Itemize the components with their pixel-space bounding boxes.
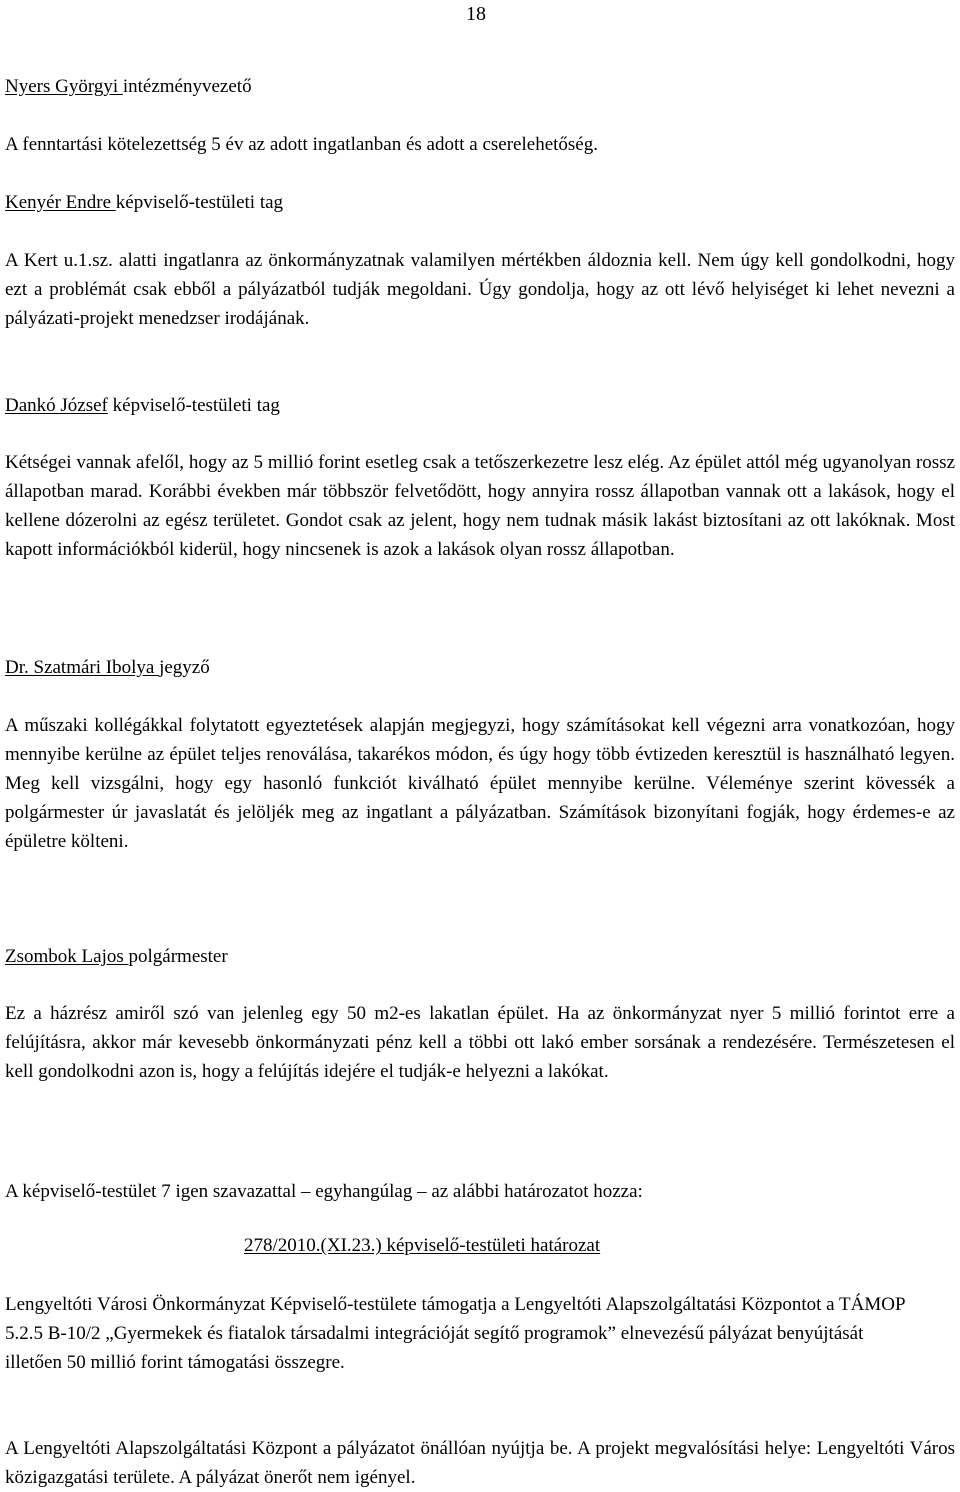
- speaker-role: képviselő-testületi tag: [115, 192, 284, 213]
- speaker-statement: A Kert u.1.sz. alatti ingatlanra az önkormányzatnak valamilyen mértékben áldoznia kell. Nem úgy kell gondolkodni, hogy ezt a problémát csak ebből a pályázatból tudják megoldani. Úgy gondolja, hogy az ott lévő helyiséget ki lehet nevezni a pályázati-projekt menedzser irodájának.: [5, 250, 955, 329]
- speaker-name: Nyers Györgyi: [5, 76, 123, 97]
- speaker-role: polgármester: [128, 946, 228, 967]
- speaker-role: képviselő-testületi tag: [107, 395, 280, 416]
- speaker-name: Kenyér Endre: [5, 192, 116, 213]
- speaker-role: intézményvezető: [122, 76, 252, 97]
- speaker-heading: [5, 942, 228, 971]
- speaker-role: jegyző: [159, 657, 210, 678]
- speaker-heading: [5, 391, 280, 420]
- resolution-paragraph: Lengyeltóti Városi Önkormányzat Képviselő-testülete támogatja a Lengyeltóti Alapszolgáltatási Központot a TÁMOP 5.2.5 B-10/2 „Gyermekek és fiatalok társadalmi integrációját segítő programok” elnevezésű pályázat benyújtását illetően 50 millió forint támogatási összegre.: [5, 1294, 905, 1373]
- speaker-name: Dr. Szatmári Ibolya: [5, 657, 160, 678]
- vote-statement: A képviselő-testület 7 igen szavazattal – egyhangúlag – az alábbi határozatot hozza:: [5, 1181, 643, 1202]
- speaker-statement: A műszaki kollégákkal folytatott egyeztetések alapján megjegyzi, hogy számításokat kell végezni arra vonatkozóan, hogy mennyibe kerülne az épület teljes renoválása, takarékos módon, és úgy hogy több évtizeden keresztül is használható legyen. Meg kell vizsgálni, hogy egy hasonló funkciót kiválható épület mennyibe kerülne. Véleménye szerint kövessék a polgármester úr javaslatát és jelöljék meg az ingatlant a pályázatban. Számítások bizonyítani fogják, hogy érdemes-e az épületre költeni.: [5, 715, 955, 852]
- speaker-name: Dankó József: [5, 395, 108, 416]
- speaker-heading: [5, 653, 210, 682]
- speaker-statement: A fenntartási kötelezettség 5 év az adott ingatlanban és adott a cserelehetőség.: [5, 134, 598, 155]
- resolution-paragraph: A Lengyeltóti Alapszolgáltatási Központ a pályázatot önállóan nyújtja be. A projekt megvalósítási helye: Lengyeltóti Város közigazgatási területe. A pályázat önerőt nem igényel.: [5, 1438, 955, 1488]
- speaker-name: Zsombok Lajos: [5, 946, 129, 967]
- speaker-heading: [5, 72, 252, 101]
- speaker-heading: [5, 188, 283, 217]
- page-number: 18: [466, 3, 486, 25]
- speaker-statement: Ez a házrész amiről szó van jelenleg egy 50 m2-es lakatlan épület. Ha az önkormányzat nyer 5 millió forintot erre a felújításra, akkor már kevesebb önkormányzati pénz kell a többi ott lakó ember sorsának a rendezésére. Természetesen el kell gondolkodni azon is, hogy a felújítás idejére el tudják-e helyezni a lakókat.: [5, 1003, 955, 1082]
- speaker-statement: Kétségei vannak afelől, hogy az 5 millió forint esetleg csak a tetőszerkezetre lesz elég. Az épület attól még ugyanolyan rossz állapotban marad. Korábbi években már többször felvetődött, hogy annyira rossz állapotban vannak ott a lakások, hogy el kellene dózerolni az egész területet. Gondot csak az jelent, hogy nem tudnak másik lakást biztosítani az ott lakóknak. Most kapott információkból kiderül, hogy nincsenek is azok a lakások olyan rossz állapotban.: [5, 452, 955, 560]
- resolution-title: 278/2010.(XI.23.) képviselő-testületi határozat: [244, 1235, 601, 1256]
